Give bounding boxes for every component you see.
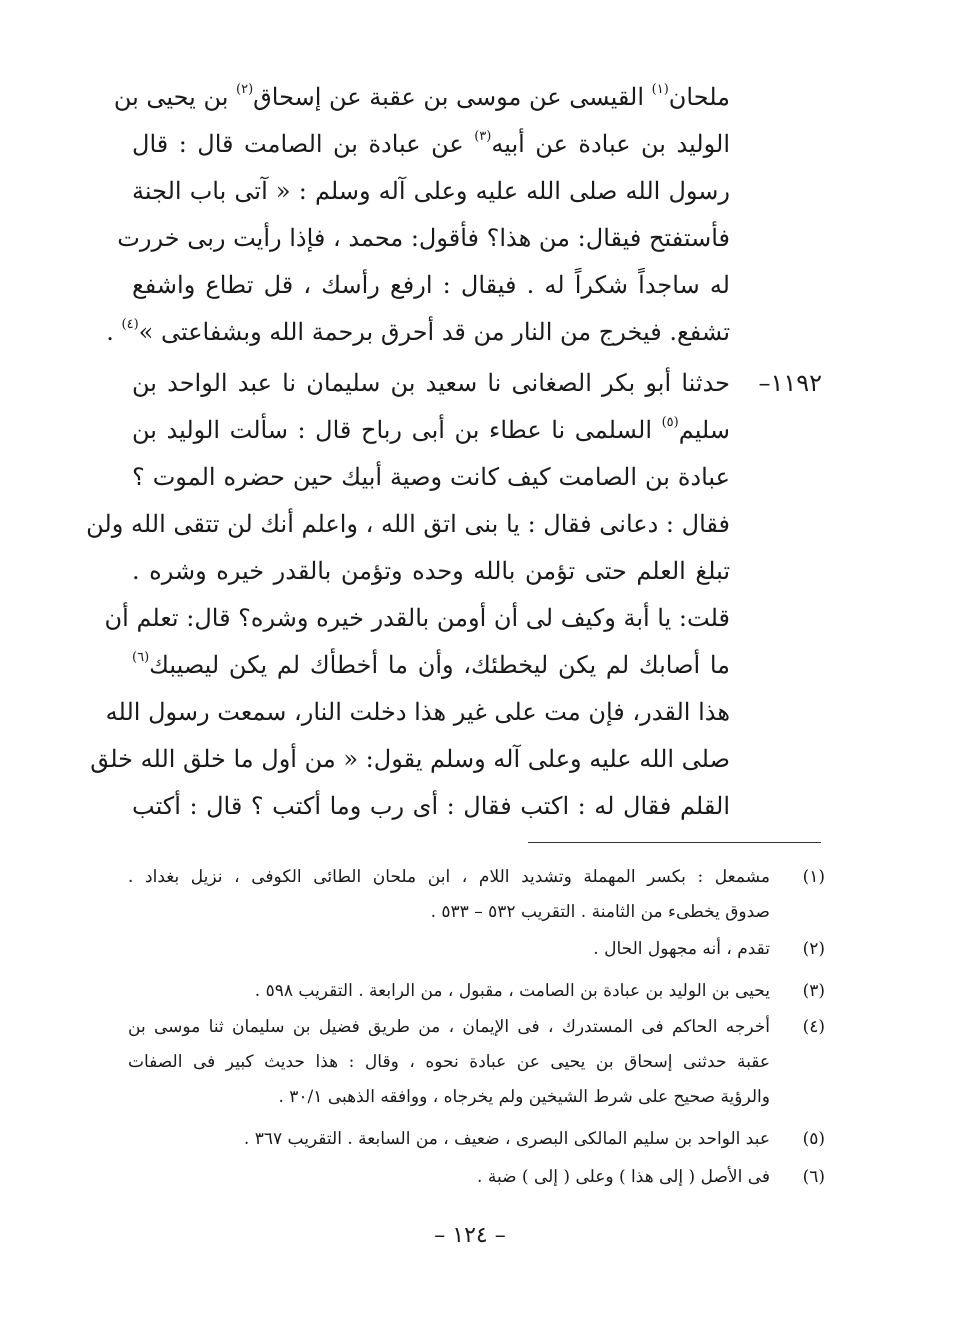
text-line: فقال : دعانى فقال : يا بنى اتق الله ، واعلم أنك لن تتقى الله ولن bbox=[86, 510, 730, 538]
text-line: له ساجداً شكراً له . فيقال : ارفع رأسك ، قل تطاع واشفع bbox=[132, 271, 730, 299]
text-line: تبلغ العلم حتى تؤمن بالله وحده وتؤمن بالقدر خيره وشره . bbox=[132, 557, 730, 585]
text-line: هذا القدر، فإن مت على غير هذا دخلت النار، سمعت رسول الله bbox=[105, 698, 730, 726]
text-segment: سليم bbox=[678, 416, 730, 444]
footnote-line: مشمعل : بكسر المهملة وتشديد اللام ، ابن ملحان الطائى الكوفى ، نزيل بغداد . bbox=[128, 867, 770, 887]
text-line: رسول الله صلى الله عليه وعلى آله وسلم : « آتى باب الجنة bbox=[132, 177, 730, 205]
text-segment: ما أصابك لم يكن ليخطئك، وأن ما أخطأك لم يكن ليصيبك bbox=[149, 651, 730, 679]
text-segment: . bbox=[106, 318, 122, 346]
hadith-number: ١١٩٢– bbox=[758, 369, 822, 397]
footnote-ref: (٥) bbox=[661, 415, 679, 430]
footnote-body bbox=[128, 980, 770, 1010]
footnote-marker: (٥) bbox=[802, 1129, 825, 1149]
text-line bbox=[113, 82, 730, 117]
footnote bbox=[0, 980, 953, 1010]
footnote-ref: (١) bbox=[651, 82, 669, 97]
footnote-marker: (٤) bbox=[802, 1017, 825, 1037]
text-line: قلت: يا أبة وكيف لى أن أومن بالقدر خيره وشره؟ قال: تعلم أن bbox=[104, 604, 730, 632]
text-segment: ملحان bbox=[668, 83, 730, 111]
text-line bbox=[132, 129, 730, 164]
text-segment: تشفع. فيخرج من النار من قد أحرق برحمة الله وبشفاعتى » bbox=[138, 318, 730, 346]
footnote-ref: (٤) bbox=[121, 317, 139, 332]
footnote bbox=[0, 938, 953, 968]
footnote-body bbox=[128, 1128, 770, 1158]
footnote-line: صدوق يخطىء من الثامنة . التقريب ٥٣٢ – ٥٣٣ . bbox=[430, 902, 770, 922]
footnote-line: تقدم ، أنه مجهول الحال . bbox=[593, 939, 770, 959]
footnote-line: والرؤية صحيح على شرط الشيخين ولم يخرجاه ، ووافقه الذهبى ٣٠/١ . bbox=[278, 1087, 770, 1107]
footnote-body bbox=[128, 938, 770, 968]
text-line bbox=[132, 415, 730, 450]
footnote bbox=[0, 1016, 953, 1116]
text-segment: السلمى نا عطاء بن أبى رباح قال : سألت الوليد بن bbox=[132, 416, 662, 444]
footnote-ref: (٣) bbox=[474, 129, 492, 144]
footnote-ref: (٢) bbox=[236, 82, 254, 97]
footnote-line: أخرجه الحاكم فى المستدرك ، فى الإيمان ، من طريق فضيل بن سليمان ثنا موسى بن bbox=[128, 1017, 770, 1037]
text-segment: الوليد بن عبادة عن أبيه bbox=[491, 130, 730, 158]
page-number: – ١٢٤ – bbox=[434, 1223, 506, 1248]
footnote-line: يحيى بن الوليد بن عبادة بن الصامت ، مقبول ، من الرابعة . التقريب ٥٩٨ . bbox=[254, 981, 770, 1001]
footnote-marker: (٦) bbox=[802, 1167, 825, 1187]
footnote-body bbox=[128, 1166, 770, 1196]
footnote-body bbox=[128, 1016, 770, 1116]
footnote-marker: (٢) bbox=[802, 939, 825, 959]
footnote-separator bbox=[528, 842, 821, 843]
footnote bbox=[0, 866, 953, 926]
text-line bbox=[132, 650, 730, 685]
footnote bbox=[0, 1128, 953, 1158]
text-line: حدثنا أبو بكر الصغانى نا سعيد بن سليمان نا عبد الواحد بن bbox=[132, 369, 730, 397]
footnote-marker: (٣) bbox=[802, 981, 825, 1001]
text-segment: عن عبادة بن الصامت قال : قال bbox=[132, 130, 475, 158]
text-line: عبادة بن الصامت كيف كانت وصية أبيك حين حضره الموت ؟ bbox=[132, 463, 730, 491]
text-segment: القيسى عن موسى بن عقبة عن إسحاق bbox=[253, 83, 652, 111]
text-line bbox=[106, 317, 730, 352]
footnote bbox=[0, 1166, 953, 1196]
text-line: فأستفتح فيقال: من هذا؟ فأقول: محمد ، فإذا رأيت ربى خررت bbox=[117, 224, 730, 252]
text-line: القلم فقال له : اكتب فقال : أى رب وما أكتب ؟ قال : أكتب bbox=[132, 792, 730, 820]
footnote-line: فى الأصل ( إلى هذا ) وعلى ( إلى ) ضبة . bbox=[477, 1167, 770, 1187]
footnote-line: عقبة حدثنى إسحاق بن يحيى عن عبادة نحوه ، وقال : هذا حديث كبير فى الصفات bbox=[128, 1052, 770, 1072]
footnote-ref: (٦) bbox=[132, 650, 150, 665]
footnote-body bbox=[128, 866, 770, 926]
text-segment: بن يحيى بن bbox=[113, 83, 237, 111]
footnote-line: عبد الواحد بن سليم المالكى البصرى ، ضعيف ، من السابعة . التقريب ٣٦٧ . bbox=[243, 1129, 770, 1149]
text-line: صلى الله عليه وعلى آله وسلم يقول: « من أول ما خلق الله خلق bbox=[90, 745, 730, 773]
footnote-marker: (١) bbox=[802, 867, 825, 887]
